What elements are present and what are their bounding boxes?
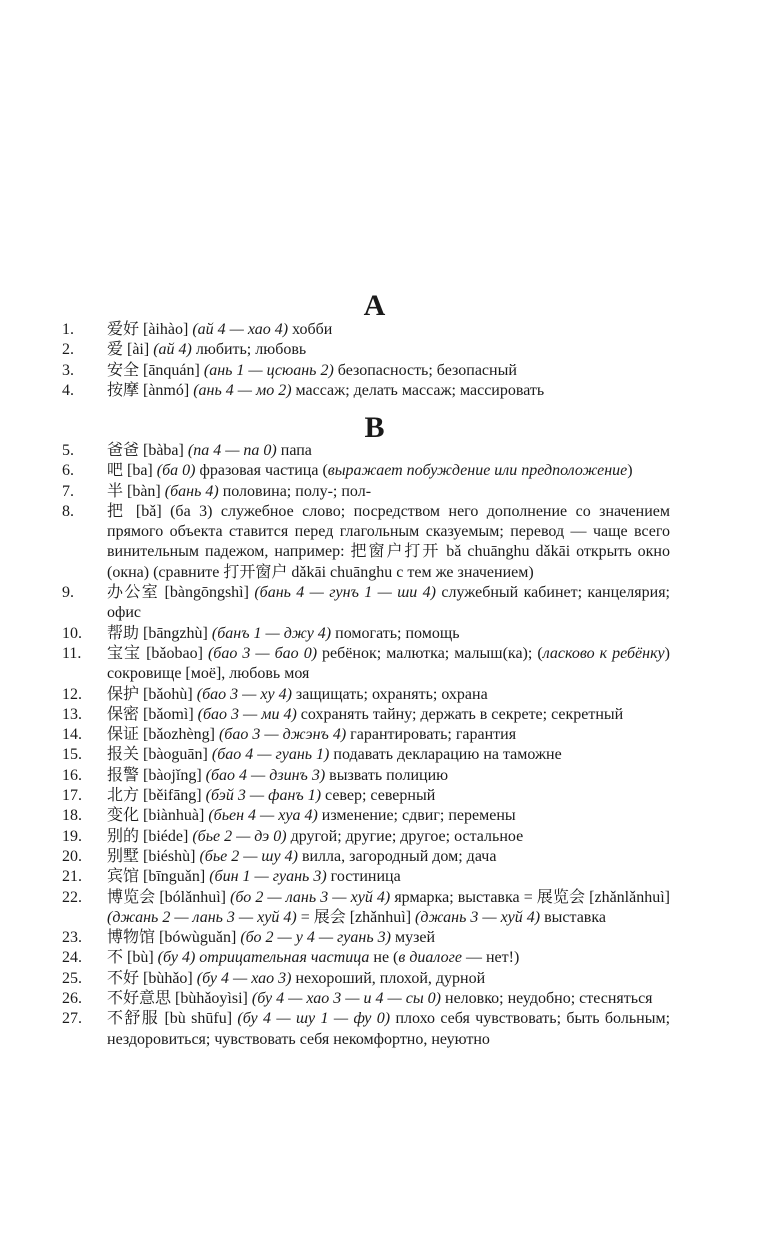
entry-text: 宝宝 [bǎobao] [107, 644, 208, 662]
entry-text: фразовая частица ( [195, 462, 328, 480]
entry-number: 20. [62, 847, 82, 865]
entry-text: 安全 [ānquán] [107, 361, 204, 379]
entry-number: 7. [62, 482, 74, 500]
entry-text: 不 [bù] [107, 949, 158, 967]
entry-transcription: (бао 3 — бао 0) [207, 644, 318, 662]
entry-text: 博物馆 [bówùguǎn] [107, 929, 241, 947]
entry-text: нехороший, плохой, дурной [291, 969, 486, 987]
entry-text: изменение; сдвиг; перемены [317, 807, 516, 825]
entry-text: север; северный [321, 787, 436, 805]
entry-text: плохо себя чувствовать; быть больным; нездоровиться; чувствовать себя некомфортно, неуютно [107, 1010, 671, 1048]
dictionary-entry [0, 989, 670, 1009]
entry-number: 14. [62, 726, 82, 744]
dictionary-entry [0, 441, 670, 461]
entry-number: 18. [62, 807, 82, 825]
dictionary-entry [0, 725, 670, 745]
dictionary-entry [0, 948, 670, 968]
entry-transcription: (ай 4) [153, 341, 192, 359]
entry-transcription: в диалоге [398, 949, 462, 967]
entry-text: служебный кабинет; канцелярия; офис [107, 584, 670, 622]
entry-text: гостиница [326, 868, 401, 886]
dictionary-entry [0, 361, 670, 381]
dictionary-entry [0, 644, 670, 685]
entry-transcription: (бин 1 — гуань 3) [209, 868, 327, 886]
entry-transcription: (бье 2 — шу 4) [199, 847, 298, 865]
dictionary-entry [0, 847, 670, 867]
dictionary-entry [0, 320, 670, 340]
entry-transcription: (бао 3 — джэнъ 4) [218, 726, 347, 744]
entry-transcription: (бань 4) [164, 482, 219, 500]
dictionary-entry [0, 745, 670, 765]
dictionary-entry [0, 685, 670, 705]
entries-list-a [0, 320, 767, 401]
entry-text: защищать; охранять; охрана [291, 685, 488, 703]
entry-text: не ( [369, 949, 399, 967]
entry-text: помогать; помощь [331, 624, 460, 642]
dictionary-entry [0, 482, 670, 502]
entry-text: гарантировать; гарантия [346, 726, 517, 744]
entry-text: ярмарка; выставка = 展览会 [zhǎnlǎnhuì] [390, 888, 670, 906]
entry-text: 不好意思 [bùhǎoyìsi] [107, 990, 252, 1008]
dictionary-entry [0, 1009, 670, 1050]
entry-text: 别的 [biéde] [107, 827, 193, 845]
entry-text: 博览会 [bólǎnhuì] [107, 888, 231, 906]
entry-text: 保护 [bǎohù] [107, 685, 197, 703]
entry-number: 9. [62, 584, 74, 602]
entry-transcription: (бао 3 — ху 4) [196, 685, 292, 703]
entry-transcription: выражает побуждение или предположение [327, 462, 628, 480]
entry-text: ) [627, 462, 633, 480]
entry-text: 别墅 [biéshù] [107, 847, 200, 865]
entry-transcription: (бао 3 — ми 4) [197, 705, 297, 723]
dictionary-entry [0, 502, 670, 583]
entry-number: 19. [62, 827, 82, 845]
entry-text: 爸爸 [bàba] [107, 442, 188, 459]
entry-transcription: (ань 1 — цсюань 2) [203, 361, 334, 379]
entry-text: 帮助 [bāngzhù] [107, 624, 212, 642]
dictionary-entry [0, 806, 670, 826]
entry-text: хобби [288, 321, 333, 338]
entry-transcription: ласково к ребёнку [542, 644, 665, 662]
entry-text: 办公室 [bàngōngshì] [107, 584, 255, 602]
entry-number: 16. [62, 766, 82, 784]
entry-transcription: (джань 3 — хуй 4) [415, 908, 541, 926]
entry-number: 24. [62, 949, 82, 967]
entry-transcription: (бо 2 — лань 3 — хуй 4) [230, 888, 391, 906]
entry-text: музей [390, 929, 436, 947]
entry-transcription: (па 4 — па 0) [187, 442, 277, 459]
entry-number: 2. [62, 341, 74, 359]
entry-number: 25. [62, 969, 82, 987]
dictionary-entry [0, 766, 670, 786]
entry-text: 报关 [bàoguān] [107, 746, 212, 764]
entry-transcription: (ба 0) [156, 462, 196, 480]
entry-text: ) сокровище [моё], любовь моя [107, 644, 670, 683]
entry-transcription: (бу 4 — шу 1 — фу 0) [237, 1010, 391, 1028]
entry-transcription: (бао 4 — гуань 1) [211, 746, 330, 764]
dictionary-entry [0, 624, 670, 644]
entry-text: любить; любовь [191, 341, 307, 359]
entry-number: 21. [62, 868, 82, 886]
entry-transcription: (бьен 4 — хуа 4) [208, 807, 318, 825]
entry-text: 变化 [biànhuà] [107, 807, 209, 825]
entry-number: 13. [62, 705, 82, 723]
entry-transcription: (бань 4 — гунъ 1 — ши 4) [254, 584, 437, 602]
entry-text: половина; полу-; пол- [218, 482, 372, 500]
entry-text: 爱好 [àihào] [107, 321, 193, 338]
entry-transcription: (бэй 3 — фанъ 1) [205, 787, 322, 805]
entry-text: папа [276, 442, 312, 459]
entry-number: 6. [62, 462, 74, 480]
section-heading-a: A [363, 289, 386, 322]
section-heading-b: B [364, 411, 385, 444]
dictionary-entry [0, 340, 670, 360]
entry-text: 报警 [bàojǐng] [107, 766, 206, 784]
entry-text: 宾馆 [bīnguǎn] [107, 868, 210, 886]
entry-number: 4. [62, 381, 74, 399]
entry-text: = 展会 [zhǎnhuì] [296, 908, 416, 926]
entry-number: 11. [62, 644, 82, 662]
dictionary-entry [0, 867, 670, 887]
entry-text: 不舒服 [bù shūfu] [107, 1010, 238, 1028]
entry-text: вызвать полицию [325, 766, 449, 784]
entry-transcription: (бу 4 — хао 3 — и 4 — сы 0) [251, 990, 441, 1008]
dictionary-entry [0, 381, 670, 401]
entry-number: 5. [62, 442, 74, 459]
entry-number: 15. [62, 746, 82, 764]
entry-text: вилла, загородный дом; дача [297, 847, 497, 865]
entry-number: 22. [62, 888, 82, 906]
entry-number: 26. [62, 990, 82, 1008]
entry-text: — нет!) [461, 949, 520, 967]
entry-text: 不好 [bùhǎo] [107, 969, 197, 987]
entry-text: 保密 [bǎomì] [107, 705, 198, 723]
entry-text: 爱 [ài] [107, 341, 154, 359]
entry-text: 吧 [ba] [107, 462, 157, 480]
entry-text: 半 [bàn] [107, 482, 165, 500]
dictionary-entry [0, 969, 670, 989]
entry-number: 17. [62, 787, 82, 805]
entry-number: 27. [62, 1010, 82, 1028]
entry-text: 按摩 [ànmó] [107, 381, 194, 399]
dictionary-entry [0, 928, 670, 948]
entries-list-b [0, 441, 767, 1050]
entry-number: 23. [62, 929, 82, 947]
entry-text: другой; другие; другое; остальное [286, 827, 524, 845]
entry-text: подавать декларацию на таможне [329, 746, 562, 764]
entry-transcription: (банъ 1 — джу 4) [211, 624, 332, 642]
entry-text: ребёнок; малютка; малыш(ка); ( [317, 644, 543, 662]
entry-text: неловко; неудобно; стесняться [441, 990, 653, 1008]
entry-number: 1. [62, 321, 74, 338]
dictionary-entry [0, 705, 670, 725]
entry-number: 8. [62, 502, 74, 520]
entry-text: безопасность; безопасный [333, 361, 517, 379]
entry-transcription: (ай 4 — хао 4) [192, 321, 289, 338]
entry-text: сохранять тайну; держать в секрете; секретный [296, 705, 624, 723]
entry-transcription: (джань 2 — лань 3 — хуй 4) [107, 908, 297, 926]
entry-number: 12. [62, 685, 82, 703]
entry-transcription: (ань 4 — мо 2) [193, 381, 292, 399]
dictionary-entry [0, 461, 670, 481]
entry-text: 把 [bǎ] (ба 3) служебное слово; посредством него дополнение со значением прямого объекта ставится перед глагольным сказуемым; перевод — чаще всего винительным падежом, например: 把窗户打开 bǎ chuānghu dǎkāi открыть окно (окна) (сравните 打开窗户 dǎkāi chuānghu с тем же значением) [107, 502, 671, 581]
entry-transcription: (бао 4 — дзинъ 3) [205, 766, 326, 784]
entry-text: массаж; делать массаж; массировать [291, 381, 545, 399]
dictionary-entry [0, 786, 670, 806]
entry-transcription: (бу 4 — хао 3) [196, 969, 292, 987]
entry-transcription: (бо 2 — у 4 — гуань 3) [240, 929, 391, 947]
entry-number: 10. [62, 624, 82, 642]
dictionary-entry [0, 827, 670, 847]
entry-number: 3. [62, 361, 74, 379]
entry-transcription: (бье 2 — дэ 0) [192, 827, 287, 845]
entry-text: выставка [540, 908, 606, 926]
entry-text: 保证 [bǎozhèng] [107, 726, 219, 744]
entry-text: 北方 [běifāng] [107, 787, 206, 805]
dictionary-entry [0, 888, 670, 929]
entry-transcription: (бу 4) отрицательная частица [157, 949, 370, 967]
dictionary-entry [0, 583, 670, 624]
